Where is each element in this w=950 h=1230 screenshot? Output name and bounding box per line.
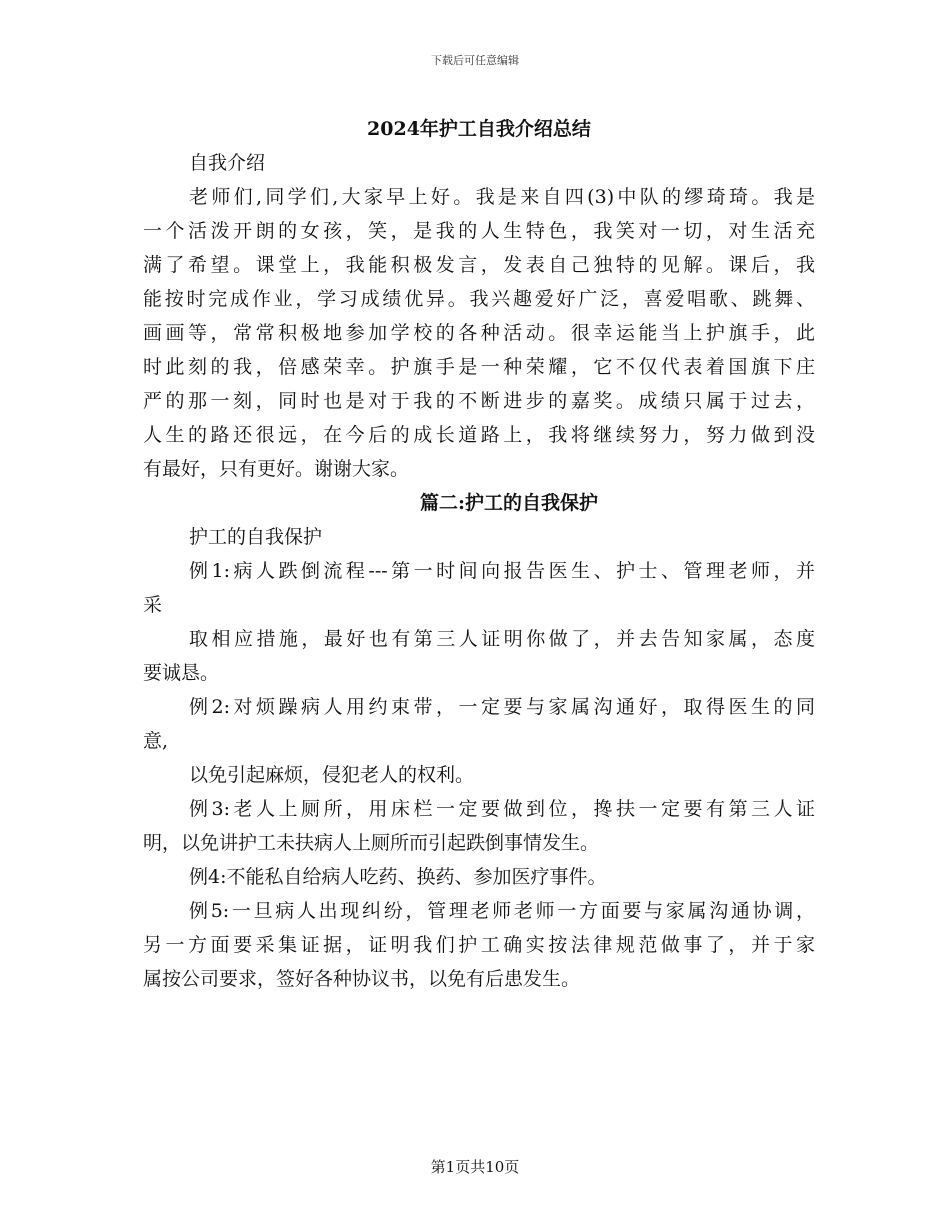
paragraph-line: 以免引起麻烦，侵犯老人的权利。 xyxy=(189,764,475,786)
paragraph-line: 另一方面要采集证据，证明我们护工确实按法律规范做事了，并于家 xyxy=(143,934,815,956)
paragraph-line: 满了希望。课堂上，我能积极发言，发表自己独特的见解。课后，我 xyxy=(143,254,815,276)
paragraph-line: 时此刻的我，倍感荣幸。护旗手是一种荣耀，它不仅代表着国旗下庄 xyxy=(143,356,815,378)
paragraph-line: 严的那一刻，同时也是对于我的不断进步的嘉奖。成绩只属于过去， xyxy=(143,390,815,412)
paragraph-line: 能按时完成作业，学习成绩优异。我兴趣爱好广泛，喜爱唱歌、跳舞、 xyxy=(143,288,815,310)
paragraph-line: 意, xyxy=(143,730,169,752)
page-footer: 第1页共10页 xyxy=(430,1158,520,1176)
paragraph-line: 画画等，常常积极地参加学校的各种活动。很幸运能当上护旗手，此 xyxy=(143,322,815,344)
paragraph-line: 要诚恳。 xyxy=(143,662,220,684)
paragraph-line: 属按公司要求，签好各种协议书，以免有后患发生。 xyxy=(143,968,581,990)
paragraph-line: 一个活泼开朗的女孩，笑，是我的人生特色，我笑对一切，对生活充 xyxy=(143,220,815,242)
document-body xyxy=(143,112,815,996)
paragraph-line: 明，以免讲护工未扶病人上厕所而引起跌倒事情发生。 xyxy=(143,832,600,854)
section-subtitle: 自我介绍 xyxy=(189,152,266,174)
section-title: 篇二:护工的自我保护 xyxy=(419,492,598,514)
paragraph-line: 例4:不能私自给病人吃药、换药、参加医疗事件。 xyxy=(189,866,607,888)
paragraph-line: 老师们,同学们,大家早上好。我是来自四(3)中队的缪琦琦。我是 xyxy=(189,186,815,208)
paragraph-line: 例1:病人跌倒流程---第一时间向报告医生、护士、管理老师，并 xyxy=(189,560,815,582)
paragraph-line: 例3:老人上厕所，用床栏一定要做到位，搀扶一定要有第三人证 xyxy=(189,798,815,820)
page-header: 下载后可任意编辑 xyxy=(431,54,519,67)
document-title: 2024年护工自我介绍总结 xyxy=(367,118,591,140)
section-subtitle: 护工的自我保护 xyxy=(189,526,323,548)
paragraph-line: 例2:对烦躁病人用约束带，一定要与家属沟通好，取得医生的同 xyxy=(189,696,815,718)
paragraph-line: 人生的路还很远，在今后的成长道路上，我将继续努力，努力做到没 xyxy=(143,424,815,446)
paragraph-line: 取相应措施，最好也有第三人证明你做了，并去告知家属，态度 xyxy=(189,628,815,650)
paragraph-line: 采 xyxy=(143,594,163,616)
paragraph-line: 例5:一旦病人出现纠纷，管理老师老师一方面要与家属沟通协调， xyxy=(189,900,815,922)
paragraph-line: 有最好，只有更好。谢谢大家。 xyxy=(143,458,410,480)
